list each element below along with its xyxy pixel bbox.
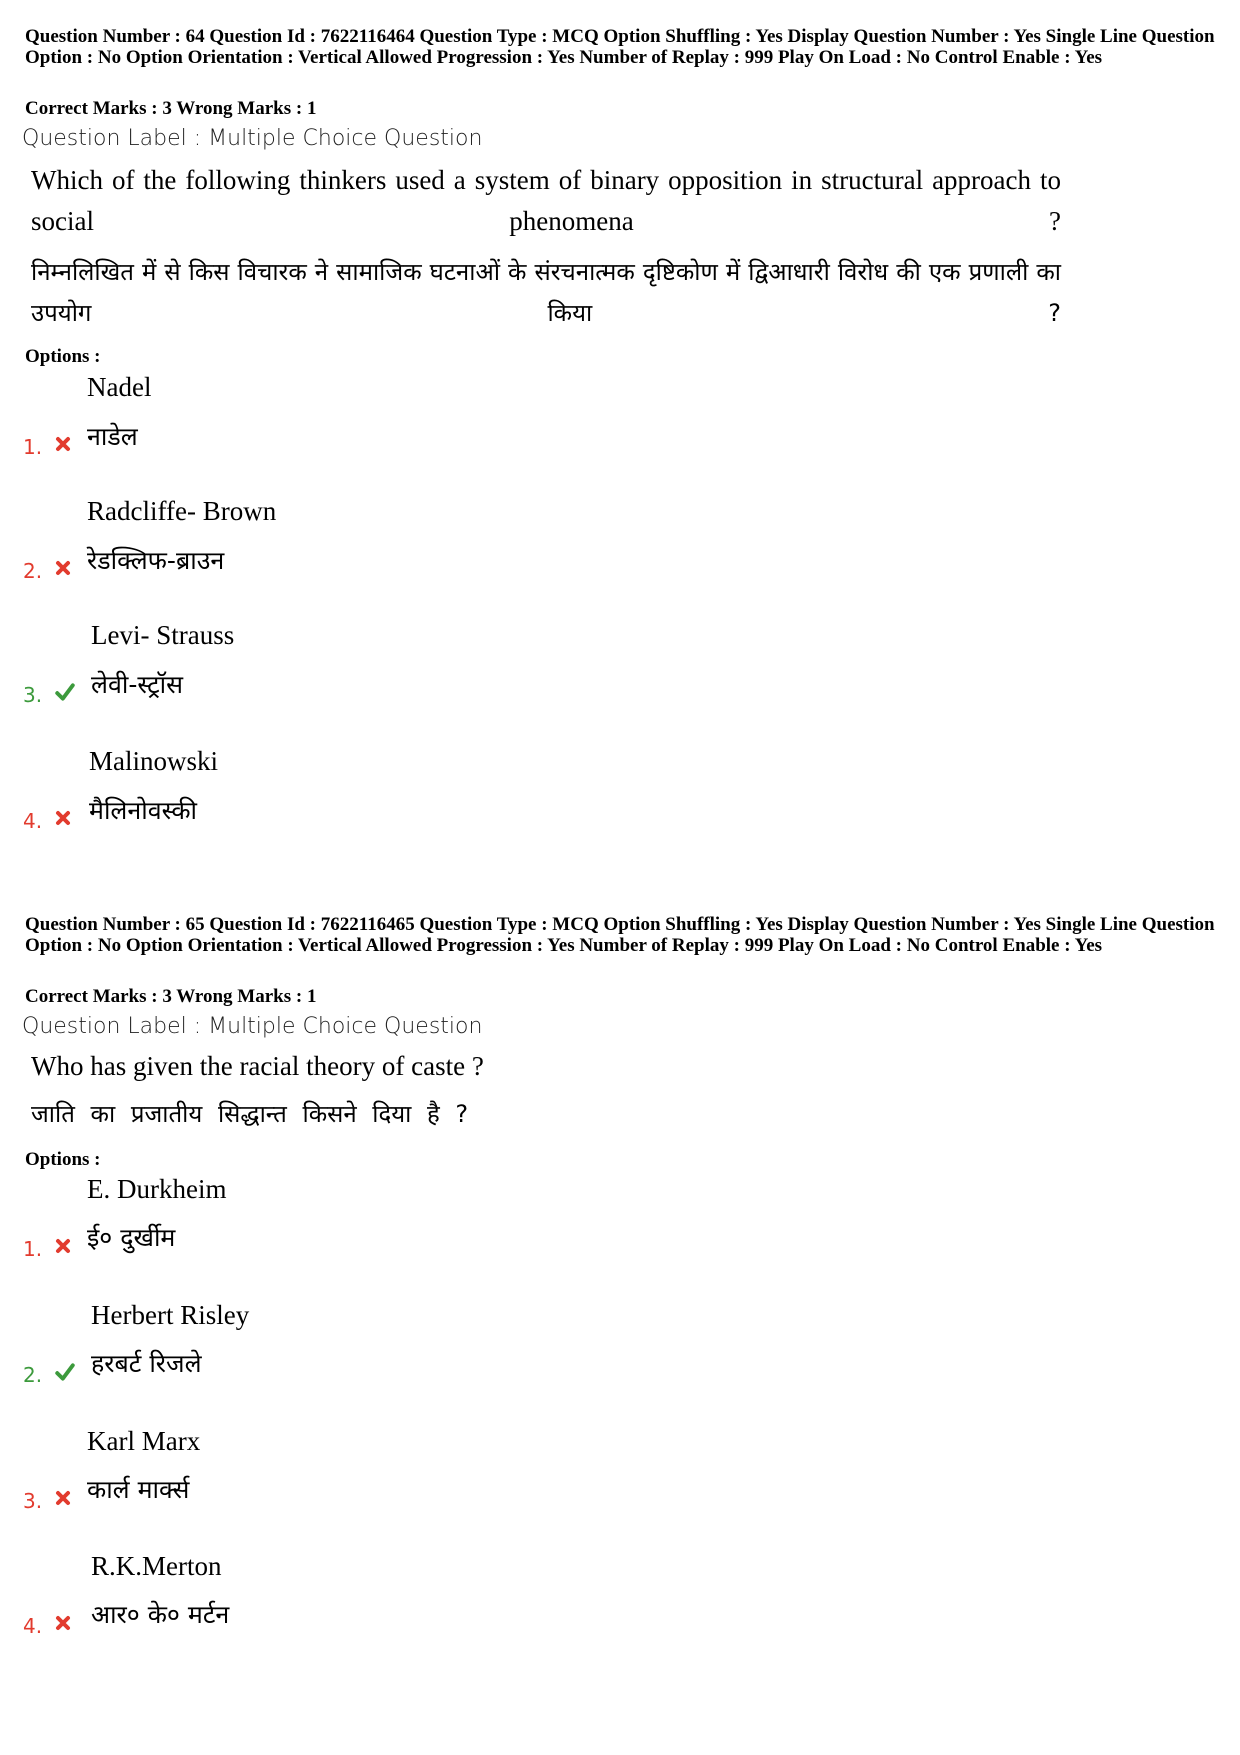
option-number: 1. [23, 1237, 43, 1261]
option-item[interactable] [0, 620, 1240, 740]
option-text-en: Radcliffe- Brown [87, 496, 277, 526]
option-item[interactable] [0, 372, 1240, 492]
option-text-hi: हरबर्ट रिजले [91, 1349, 202, 1378]
option-item[interactable] [0, 1174, 1240, 1294]
question-text-hi: निम्नलिखित में से किस विचारक ने सामाजिक घटनाओं के संरचनात्मक दृष्टिकोण में द्विआधारी विरोध की एक प्रणाली का उपयोग किया ? [31, 258, 1061, 327]
option-text-hi: मैलिनोवस्की [89, 796, 198, 825]
question-label: Question Label : Multiple Choice Question [22, 126, 483, 151]
option-item[interactable] [0, 496, 1240, 616]
option-text-en: Herbert Risley [91, 1300, 250, 1330]
option-item[interactable] [0, 1551, 1240, 1671]
cross-icon [54, 809, 72, 827]
option-text-hi: नाडेल [87, 422, 138, 451]
option-text-en: E. Durkheim [87, 1174, 227, 1204]
cross-icon [54, 559, 72, 577]
question-text-en: Which of the following thinkers used a system of binary opposition in structural approach to social phenomena ? [31, 165, 1061, 236]
question-block [0, 888, 1240, 1748]
question-text-en: Who has given the racial theory of caste ? [31, 1051, 484, 1081]
option-item[interactable] [0, 746, 1240, 866]
option-number: 2. [23, 559, 43, 583]
option-number: 4. [23, 809, 43, 833]
option-item[interactable] [0, 1300, 1240, 1420]
option-text-hi: कार्ल मार्क्स [87, 1475, 190, 1504]
option-number: 3. [23, 683, 43, 707]
marks-line: Correct Marks : 3 Wrong Marks : 1 [25, 986, 317, 1007]
question-meta: Question Number : 64 Question Id : 7622116464 Question Type : MCQ Option Shuffling : Yes Display Question Number : Yes Single Line Question Option : No Option Orientation : Vertical Allowed Progression : Yes Number of Replay : 999 Play On Load : No Control Enable : Yes [25, 26, 1215, 68]
check-icon [54, 682, 76, 702]
option-text-hi: ई० दुर्खीम [87, 1223, 176, 1252]
cross-icon [54, 435, 72, 453]
option-text-en: R.K.Merton [91, 1551, 222, 1581]
option-text-en: Malinowski [89, 746, 219, 776]
option-number: 2. [23, 1363, 43, 1387]
options-label: Options : [25, 1149, 101, 1170]
option-number: 1. [23, 435, 43, 459]
option-number: 4. [23, 1614, 43, 1638]
question-meta: Question Number : 65 Question Id : 7622116465 Question Type : MCQ Option Shuffling : Yes Display Question Number : Yes Single Line Question Option : No Option Orientation : Vertical Allowed Progression : Yes Number of Replay : 999 Play On Load : No Control Enable : Yes [25, 914, 1215, 956]
cross-icon [54, 1614, 72, 1632]
cross-icon [54, 1237, 72, 1255]
question-block [0, 0, 1240, 860]
cross-icon [54, 1489, 72, 1507]
check-icon [54, 1362, 76, 1382]
option-text-en: Levi- Strauss [91, 620, 235, 650]
option-text-hi: रेडक्लिफ-ब्राउन [87, 546, 225, 575]
option-text-en: Nadel [87, 372, 152, 402]
option-text-hi: आर० के० मर्टन [91, 1600, 230, 1629]
question-text-hi: जाति का प्रजातीय सिद्धान्त किसने दिया है ? [31, 1100, 469, 1128]
option-number: 3. [23, 1489, 43, 1513]
option-item[interactable] [0, 1426, 1240, 1546]
options-label: Options : [25, 346, 101, 367]
option-text-hi: लेवी-स्ट्रॉस [91, 670, 184, 699]
marks-line: Correct Marks : 3 Wrong Marks : 1 [25, 98, 317, 119]
option-text-en: Karl Marx [87, 1426, 201, 1456]
question-label: Question Label : Multiple Choice Question [22, 1014, 483, 1039]
